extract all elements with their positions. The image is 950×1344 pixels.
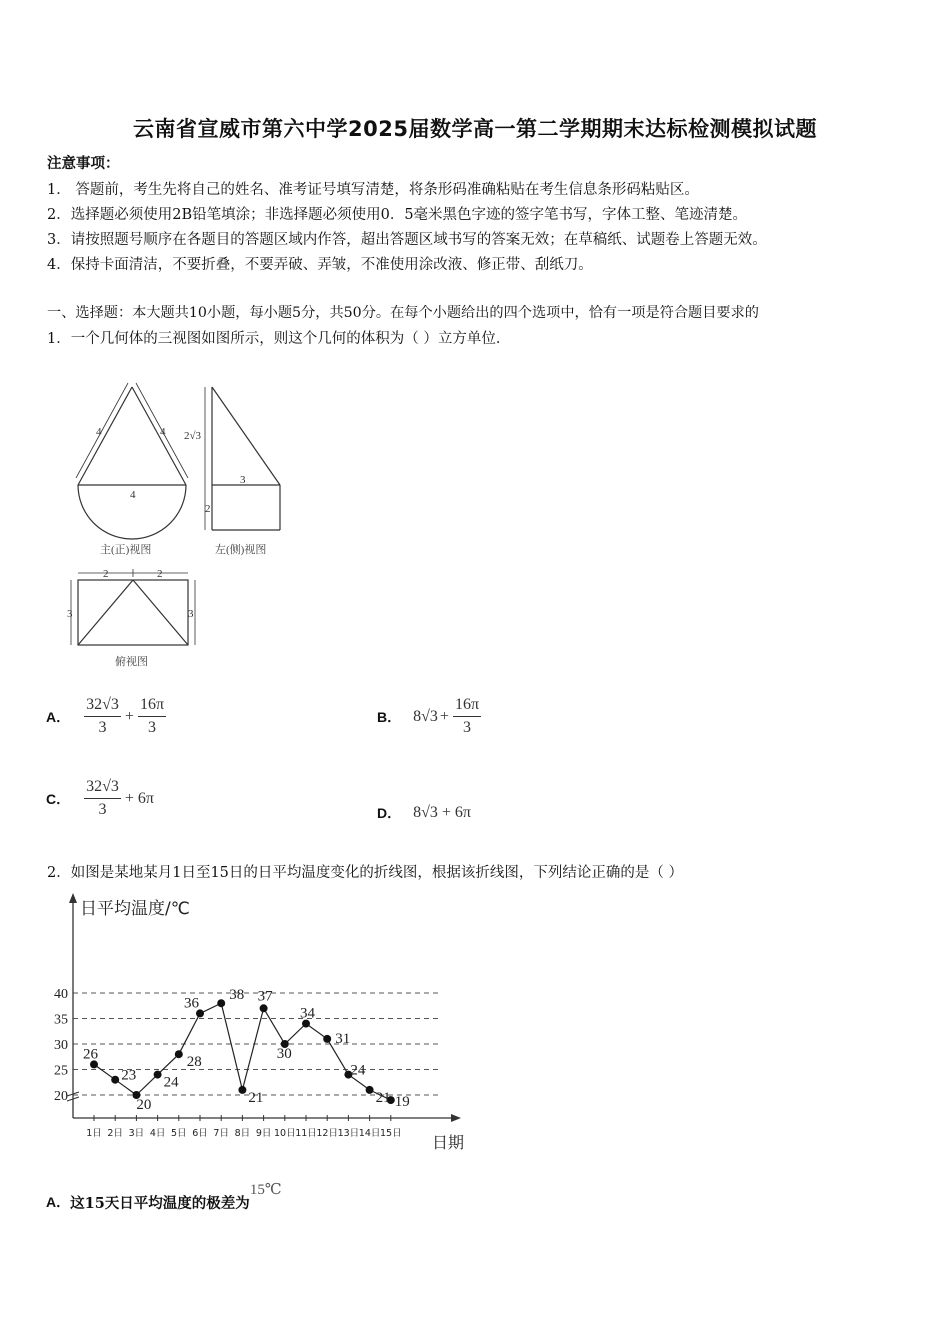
x-tick-label: 2日 [107,1128,123,1139]
x-tick-label: 1日 [86,1128,102,1139]
label-top-right: 2 [157,568,163,580]
label-edge-left: 4 [96,426,102,438]
label-base: 4 [130,489,136,501]
data-label: 38 [229,987,245,1004]
data-point [217,999,225,1007]
q2-option-a-label: A． [46,1194,71,1210]
top-view-caption: 俯视图 [115,656,148,668]
option-c-label: C． [46,790,71,807]
y-tick-25: 25 [54,1063,68,1079]
data-label: 19 [394,1094,410,1111]
x-tick-label: 8日 [234,1128,251,1139]
x-tick-label: 5日 [171,1128,187,1139]
data-label: 37 [257,988,273,1005]
data-point [323,1035,331,1043]
y-axis-arrow [69,893,77,903]
data-label: 24 [163,1074,179,1091]
notice-item-1: 1． 答题前，考生先将自己的姓名、准考证号填写清楚，将条形码准确粘贴在考生信息条形码粘贴区。 [47,182,699,198]
page-title: 云南省宣威市第六中学2025届数学高一第二学期期末达标检测模拟试题 [133,117,817,141]
q2-option-a-text: 这15天日平均温度的极差为 [70,1195,250,1212]
y-tick-40: 40 [54,987,68,1002]
data-point [111,1076,119,1084]
x-tick-label: 15日 [380,1128,402,1139]
data-label: 20 [136,1097,152,1113]
option-c-num1: 32√3 [84,778,121,799]
option-b-op: + [439,707,449,725]
temperature-line-chart [40,890,480,1160]
data-label: 34 [300,1005,315,1022]
option-a-label: A． [46,708,71,725]
x-tick-label: 13日 [337,1128,360,1139]
data-label: 26 [83,1046,98,1063]
option-b-label: B． [377,708,402,725]
y-axis-label: 日平均温度/℃ [80,899,190,919]
label-side-width: 3 [240,474,246,486]
option-c-den1: 3 [98,801,107,818]
q1-stem: 1．一个几何体的三视图如图所示，则这个几何的体积为（ ）立方单位． [47,331,511,347]
q1-option-d[interactable] [377,803,471,823]
x-tick-label: 7日 [213,1128,229,1139]
label-edge-right: 4 [160,426,166,438]
y-tick-20: 20 [54,1089,68,1104]
label-top-left: 2 [103,568,109,580]
y-tick-35: 35 [54,1012,68,1028]
q2-option-a-value: 15℃ [249,1182,282,1198]
side-view-caption: 左(侧)视图 [215,544,267,556]
notice-heading: 注意事项： [47,155,120,172]
x-tick-label: 6日 [192,1128,208,1139]
label-side-height: 2 [205,503,211,515]
data-label: 30 [276,1046,292,1062]
label-top-h-left: 3 [67,608,73,620]
option-a-num1: 32√3 [84,696,121,717]
q1-option-a[interactable] [46,696,168,737]
option-b-num2: 16π [453,696,481,717]
data-point [366,1086,374,1094]
data-label: 31 [335,1030,351,1047]
x-tick-label: 10日 [274,1128,296,1139]
x-axis-label: 日期 [432,1133,465,1152]
data-point [238,1086,246,1094]
option-a-num2: 16π [138,696,166,717]
q2-stem: 2．如图是某地某月1日至15日的日平均温度变化的折线图，根据该折线图，下列结论正确的是（ ） [47,865,684,881]
front-view-caption: 主(正)视图 [100,544,152,556]
data-label: 23 [121,1067,137,1084]
x-axis-arrow [451,1114,461,1122]
data-label: 24 [350,1062,366,1079]
data-label: 21 [375,1089,391,1106]
option-c-tail: + 6π [124,789,155,807]
x-tick-label: 3日 [128,1128,145,1139]
x-tick-label: 12日 [316,1128,338,1139]
notice-item-2: 2．选择题必须使用2B铅笔填涂；非选择题必须使用0．5毫米黑色字迹的签字笔书写，字体工整、笔迹清楚。 [47,207,748,223]
option-d-expr: 8√3 + 6π [413,804,472,821]
series-line [94,1003,391,1100]
data-point [260,1004,268,1012]
x-tick-label: 4日 [149,1128,166,1139]
q1-option-b[interactable] [377,696,483,737]
three-view-figure [60,375,300,675]
x-tick-label: 14日 [358,1128,381,1139]
y-tick-30: 30 [54,1038,68,1053]
data-label: 28 [186,1054,202,1071]
section-heading: 一、选择题：本大题共10小题，每小题5分，共50分。在每个小题给出的四个选项中，恰有一项是符合题目要求的 [47,305,759,321]
label-sqrt-height: 2√3 [184,430,202,442]
x-tick-label: 11日 [295,1128,317,1139]
data-point [154,1071,162,1079]
notice-item-4: 4．保持卡面清洁，不要折叠，不要弄破、弄皱，不准使用涂改液、修正带、刮纸刀。 [47,257,593,273]
option-d-label: D． [377,805,402,821]
data-label: 36 [184,995,199,1012]
x-tick-label: 9日 [255,1128,272,1139]
option-b-lead: 8√3 [413,707,438,725]
option-a-den1: 3 [98,719,107,736]
option-a-op: + [124,707,134,725]
option-b-den2: 3 [462,719,471,736]
label-top-h-right: 3 [188,608,194,620]
option-a-den2: 3 [147,719,156,736]
q2-option-a[interactable] [46,1180,282,1213]
q1-option-c[interactable] [46,778,154,819]
data-point [175,1050,183,1058]
notice-item-3: 3．请按照题号顺序在各题目的答题区域内作答，超出答题区域书写的答案无效；在草稿纸、试题卷上答题无效。 [47,232,767,248]
data-label: 21 [248,1089,264,1106]
